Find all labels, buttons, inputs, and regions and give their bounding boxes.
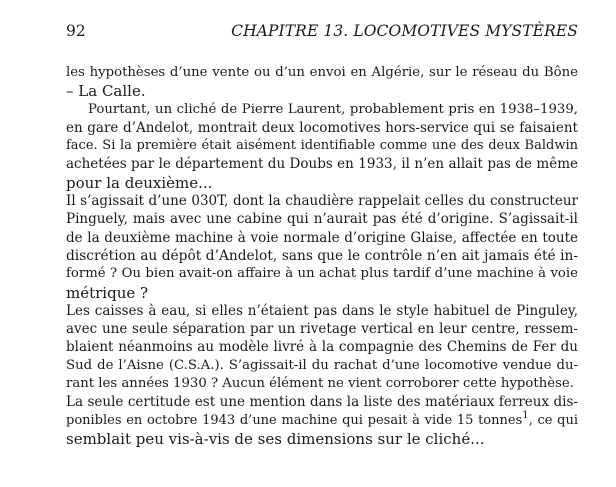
text-segment: , ce qui <box>528 412 578 428</box>
text-line: Pinguely, mais avec une cabine qui n’aurait pas été d’origine. S’agissait-il <box>66 211 578 228</box>
text-line: blaient néanmoins au modèle livré à la compagnie des Chemins de Fer du <box>66 339 578 356</box>
text-line: Il s’agissait d’une 030T, dont la chaudière rappelait celles du constructeur <box>66 193 578 210</box>
paragraph <box>66 101 578 192</box>
text-line: métrique ? <box>66 283 149 302</box>
text-line-with-footnote <box>66 409 578 430</box>
page-header <box>66 20 578 42</box>
body-text <box>66 64 578 448</box>
paragraph <box>66 64 578 101</box>
text-segment: ponibles en octobre 1943 d’une machine qui pesait à vide 15 tonnes <box>66 412 523 428</box>
text-line: Sud de l’Aisne (C.S.A.). S’agissait-il du rachat d’une locomotive vendue du- <box>66 357 578 373</box>
text-line: en gare d’Andelot, montrait deux locomotives hors-service qui se faisaient <box>66 119 578 136</box>
text-line: formé ? Ou bien avait-on affaire à un achat plus tardif d’une machine à voie <box>66 266 578 282</box>
text-line: les hypothèses d’une vente ou d’un envoi en Algérie, sur le réseau du Bône <box>66 65 578 80</box>
text-line: rant les années 1930 ? Aucun élément ne vient corroborer cette hypothèse. <box>66 376 574 392</box>
text-line: avec une seule séparation par un rivetage vertical en leur centre, ressem- <box>66 321 578 338</box>
text-line: pour la deuxième... <box>66 173 213 192</box>
paragraph <box>66 192 578 302</box>
text-line: Les caisses à eau, si elles n’étaient pas dans le style habituel de Pinguley, <box>66 302 578 319</box>
text-line: achetées par le département du Doubs en 1933, il n’en allait pas de même <box>66 156 578 173</box>
text-line: face. Si la première était aisément identifiable comme une des deux Baldwin <box>66 138 578 154</box>
text-line: Pourtant, un cliché de Pierre Laurent, probablement pris en 1938–1939, <box>88 101 578 117</box>
page-number: 92 <box>66 22 86 40</box>
running-head: CHAPITRE 13. LOCOMOTIVES MYSTÈRES <box>231 22 578 40</box>
text-line: – La Calle. <box>66 82 146 101</box>
paragraph <box>66 393 578 448</box>
text-line: discrétion au dépôt d’Andelot, sans que le contrôle n’en ait jamais été in- <box>66 247 578 264</box>
paragraph <box>66 302 578 393</box>
footnote-marker[interactable]: 1 <box>522 409 529 421</box>
text-line: de la deuxième machine à voie normale d’origine Glaise, affectée en toute <box>66 229 578 246</box>
text-line: semblait peu vis-à-vis de ses dimensions sur le cliché... <box>66 429 485 448</box>
text-line: La seule certitude est une mention dans la liste des matériaux ferreux dis- <box>66 394 578 411</box>
